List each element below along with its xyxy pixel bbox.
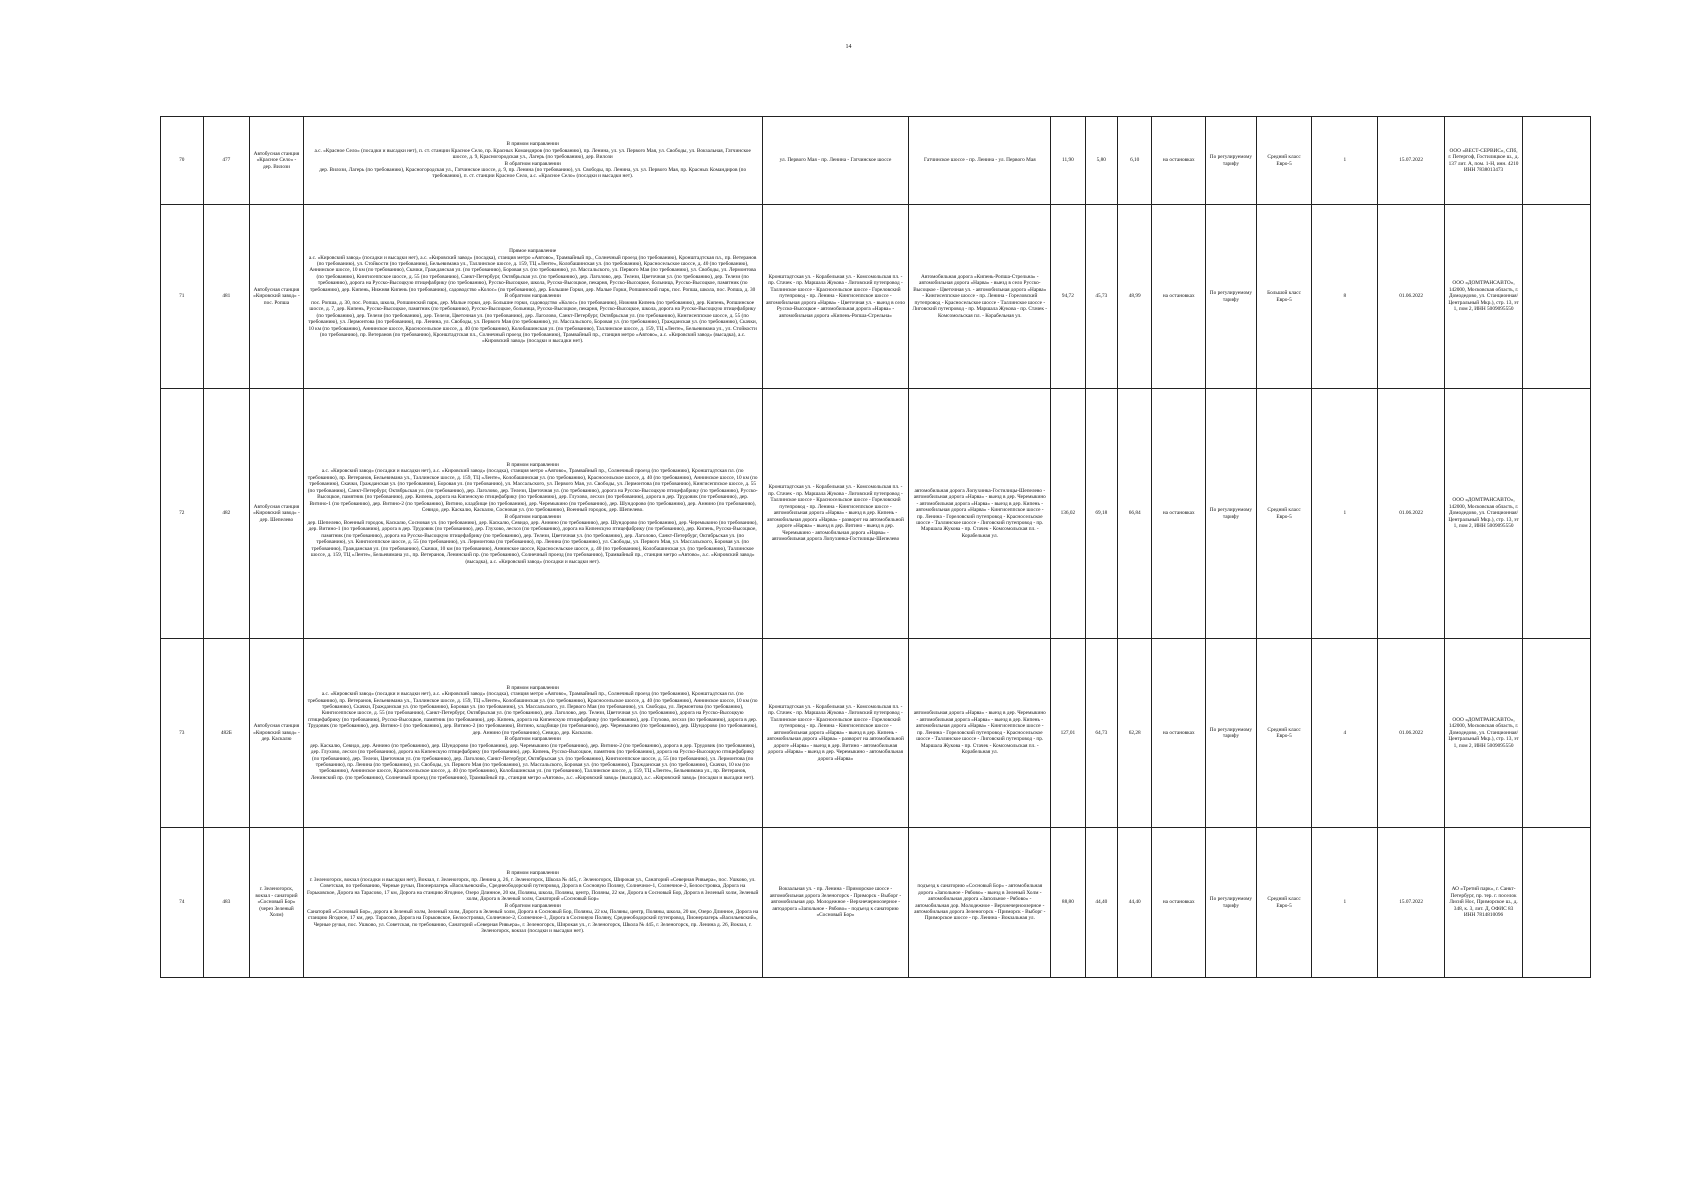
path-direction-heading: В прямом направлении bbox=[506, 461, 559, 468]
cell-empty bbox=[1523, 117, 1591, 205]
cell-route-path bbox=[303, 828, 762, 978]
cell-route-name: Автобусная станция «Кировский завод» - дер. Каскалю bbox=[250, 639, 304, 828]
cell-route-path bbox=[303, 117, 762, 205]
table-row bbox=[161, 117, 1591, 205]
cell-vehicle: Средний класс Евро-5 bbox=[1256, 117, 1312, 205]
cell-route-path bbox=[303, 639, 762, 828]
cell-vehicle: Средний класс Евро-5 bbox=[1256, 389, 1312, 639]
path-stops: пос. Ропша, д. 30, пос. Ропша, школа, Ропшинский парк, дер. Малые горки, дер. Большие горки, садоводство «Колос» (по требованию), Нижняя Кипень (по требованию), дер. Кипень, Ропшинское шоссе, д. 7, дер. Кипень, Русско-Высоцкое, памятник (по требованию), Русско-Высоцкое, больница, Русско-Высоцкое, пекарня, Русско-Высоцкое, школа, дорога на Русско-Высоцкую птицефабрику (по требованию), дер. Телези (по требованию), дер. Телези, Цветочная ул. (по требованию), дер. Лаголово, Санкт-Петербург, Октябрьская ул. (по требованию), Кингисеппское шоссе, д. 55 (по требованию), ул. Лермонтова (по требованию), пр. Ленина, ул. Свободы, ул. Первого Мая (по требованию), ул. Массальского, Боровая ул. (по требованию), Гражданская ул. (по требованию), Скачки, 10 км (по требованию), Аннинское шоссе, Красносельское шоссе, д. 40 (по требованию), Колобашинская ул. (по требованию), Таллинское шоссе, д. 159, ТЦ «Ленте», Бельевимана ул., ул. Стойкости (по требованию), пр. Ветеранов (по требованию), Кронштадтская пл., Солнечный проезд (по требованию), Трамвайный пр., станция метро «Автово», а.с. «Кировский завод» (высадка), а.с. «Кировский завод» (посадки и высадки нет). bbox=[308, 299, 758, 345]
cell-vehicle: Большой класс Евро-5 bbox=[1256, 205, 1312, 389]
path-stops: а.с. «Кировский завод» (посадки и высадки нет), а.с. «Кировский завод» (посадка), станция метро «Автово», Трамвайный пр., Солнечный проезд (по требованию), Кронштадтская пл. (по требованию), пр. Ветеранов, Бельевимана ул., Таллинское шоссе, д. 159, ТЦ «Ленте», Колобашинская ул. (по требованию), Красносельское шоссе, д. 40 (по требованию), Аннинское шоссе, 10 км (по требованию), Скачки, Гражданская ул. (по требованию), Боровая ул. (по требованию), ул. Массальского, ул. Первого Мая (по требованию), ул. Свободы, ул. Лермонтова (по требованию), Кингисеппское шоссе, д. 55 (по требованию), Санкт-Петербург, Октябрьская ул. (по требованию), дер. Лаголово, дер. Телези, Цветочная ул. (по требованию), дорога на Русско-Высоцкую птицефабрику (по требованию), Русско-Высоцкое, памятник (по требованию), дер. Кипень, дорога на Кипенскую птицефабрику (по требованию), дер. Глухово, лесхоз (по требованию), дорога в дер. Трудовик (по требованию), дер. Витино-1 (по требованию), дер. Витино-2 (по требованию), Витино, кладбище (по требованию), дер. Черемыкино (по требованию), дер. Шундорово (по требованию), дер. Аннино (по требованию), Севидо, дер. Каскалю. bbox=[307, 691, 758, 736]
routes-table bbox=[160, 116, 1591, 978]
cell-tariff: По регулируемому тарифу bbox=[1206, 828, 1257, 978]
cell-stop-order: на остановках bbox=[1152, 639, 1206, 828]
cell-date: 01.06.2022 bbox=[1378, 639, 1445, 828]
cell-date: 15.07.2022 bbox=[1378, 828, 1445, 978]
cell-streets-forward: Вокзальная ул. - пр. Ленина - Приморское шоссе - автомобильная дорога Зеленогорск - Приморск - Выборг - автомобильная дор. Молодежное - Верхнечерноозерное - автодорога «Запольное - Рябово» - подъезд к санаторию «Сосновый Бор» bbox=[762, 828, 909, 978]
cell-stop-order: на остановках bbox=[1152, 828, 1206, 978]
table-row bbox=[161, 389, 1591, 639]
cell-date: 15.07.2022 bbox=[1378, 117, 1445, 205]
path-direction-heading: В прямом направлении bbox=[506, 684, 559, 691]
path-stops: дер. Каскалю, Севидо, дер. Аннино (по требованию), дер. Шундорово (по требованию), дер. Черемыкино (по требованию), дер. Витино-2 (по требованию), дорога в дер. Трудовик (по требованию), дер. Глухово, лесхоз (по требованию), дорога на Кипенскую птицефабрику (по требованию), дер. Кипень, Русско-Высоцкое, памятник (по требованию), дорога на Русско-Высоцкую птицефабрику (по требованию), дер. Телези, Цветочная ул. (по требованию), дер. Лаголово, Санкт-Петербург, Октябрьская ул. (по требованию), Кингисеппское шоссе, д. 55 (по требованию), ул. Лермонтова (по требованию), пр. Ленина (по требованию), ул. Свободы, ул. Первого Мая (по требованию), ул. Массальского, Боровая ул. (по требованию), Гражданская ул. (по требованию), Скачки, 10 км (по требованию), Аннинское шоссе, Красносельское шоссе, д. 40 (по требованию), Колобашинская ул. (по требованию), Таллинское шоссе, д. 159, ТЦ «Ленте», Бельевимана ул., пр. Ветеранов, Ленинский пр. (по требованию), Солнечный проезд (по требованию), Трамвайный пр., станция метро «Автово», а.с. «Кировский завод» (высадка), а.с. «Кировский завод» (посадки и высадки нет). bbox=[309, 742, 756, 781]
routes-table-body bbox=[161, 117, 1591, 978]
path-direction-heading: В прямом направлении bbox=[506, 141, 559, 148]
cell-route-name: г. Зеленогорск, вокзал - санаторий «Сосновый Бор» (через Зеленый Холм) bbox=[250, 828, 304, 978]
cell-streets-backward: автомобильная дорога «Нарва» - выезд в дер. Черемыкино - автомобильная дорога «Нарва» - выезд в дер. Кипень - автомобильная дорога «Нарва» - Кингисеппское шоссе - пр. Ленина - Гореловский путепровод - Красносельское шоссе - Таллинское шоссе - Лиговский путепровод - пр. Маршала Жукова - пр. Стачек - Комсомольская пл. - Корабельная ул. bbox=[909, 639, 1051, 828]
cell-vehicle-count: 4 bbox=[1312, 639, 1378, 828]
cell-length-backward: 66,84 bbox=[1118, 389, 1152, 639]
path-direction-heading: В прямом направлении bbox=[506, 870, 559, 877]
table-row bbox=[161, 205, 1591, 389]
table-row bbox=[161, 828, 1591, 978]
cell-vehicle-count: 1 bbox=[1312, 389, 1378, 639]
cell-route-number: 477 bbox=[203, 117, 250, 205]
path-stops: дер. Шепелево, Военный городок, Каскалю, Сосновая ул. (по требованию), дер. Каскалю, Севидо, дер. Аннино (по требованию), дер. Шундорово (по требованию), дер. Черемыкино (по требованию), дер. Витино-1 (по требованию), дорога в дер. Трудовик (по требованию), дер. Глухово, лесхоз (по требованию), дорога на Кипенскую птицефабрику (по требованию), дер. Кипень, Русско-Высоцкое, памятник (по требованию), дорога на Русско-Высоцкую птицефабрику (по требованию), дер. Телези, Цветочная ул. (по требованию), дер. Лаголово, Санкт-Петербург, Октябрьская ул. (по требованию), ул. Кингисеппское шоссе, д. 55 (по требованию), ул. Лермонтова (по требованию), пр. Ленина (по требованию), ул. Свободы, ул. Первого Мая, ул. Массальского, Боровая ул. (по требованию), Гражданская ул. (по требованию), Скачки, 10 км (по требованию), Аннинское шоссе, Красносельское шоссе, д. 40 (по требованию), Колобашинская ул. (по требованию), Таллинское шоссе, д. 159, ТЦ «Ленте», Бельевимана ул., пр. Ветеранов, Ленинский пр. (по требованию), Солнечный проезд (по требованию), Трамвайный пр., станция метро «Автово», а.с. «Кировский завод» (высадка), а.с. «Кировский завод» (посадки и высадки нет). bbox=[307, 519, 758, 565]
cell-no: 71 bbox=[161, 205, 204, 389]
cell-vehicle-count: 1 bbox=[1312, 828, 1378, 978]
cell-streets-forward: Кронштадтская ул. - Корабельная ул. - Комсомольская пл. - пр. Стачек - пр. Маршала Жукова - Лиговский путепровод - Таллинское шоссе - Красносельское шоссе - Гореловский путепровод - пр. Ленина - Кингисеппское шоссе - автомобильная дорога «Нарва» - выезд в дер. Кипень - автомобильная дорога «Нарва» - разворот на автомобильной дороге «Нарва» - выезд в дер. Витино - автомобильная дорога «Нарва» - выезд в дер. Черемыкино - автомобильная дорога «Нарва» bbox=[762, 639, 909, 828]
path-stops: г. Зеленогорск, вокзал (посадки и высадки нет), Вокзал, г. Зеленогорск, пр. Ленина д. 26, г. Зеленогорск, Школа № 445, г. Зеленогорск, Широкая ул., Санаторий «Северная Ривьера», пос. Ушково, ул. Советская, по требованию, Черные ручьи, Пионерлагерь «Васильевский», Среднеободорский путепровод, Дорога в Сосновую Поляну, Солнечное-1, Солнечное-2, Белоостровка, Дорога на Горьковское, Дорога на Тарасово, 17 км, Дорога на станцию Ягодное, Озеро Длинное, 20 км, Поляны, школа, Поляны, центр, Поляны, 22 км, Дорога в Сосновый Бор, Дорога в Зеленый холм, Зеленый холм, Дорога в Зеленый холм, Санаторий «Сосновый Бор» bbox=[306, 876, 759, 903]
cell-length-total: 127,01 bbox=[1051, 639, 1085, 828]
cell-stop-order: на остановках bbox=[1152, 117, 1206, 205]
path-direction-heading: В обратном направлении bbox=[504, 736, 561, 743]
cell-route-number: 483 bbox=[203, 828, 250, 978]
cell-streets-backward: подъезд к санаторию «Сосновый Бор» - автомобильная дорога «Запольное - Рябово» - выезд в Зеленый Холм - автомобильная дорога «Запольное - Рябово» - автомобильная дор. Молодежное - Верхнечерноозерное - автомобильная дорога Зеленогорск - Приморск - Выборг - Приморское шоссе - пр. Ленина - Вокзальная ул. bbox=[909, 828, 1051, 978]
cell-vehicle: Средний класс Евро-5 bbox=[1256, 828, 1312, 978]
cell-no: 72 bbox=[161, 389, 204, 639]
cell-vehicle-count: 1 bbox=[1312, 117, 1378, 205]
cell-length-total: 136,02 bbox=[1051, 389, 1085, 639]
cell-date: 01.06.2022 bbox=[1378, 205, 1445, 389]
cell-length-forward: 44,40 bbox=[1085, 828, 1117, 978]
cell-no: 70 bbox=[161, 117, 204, 205]
cell-length-backward: 62,28 bbox=[1118, 639, 1152, 828]
cell-length-total: 11,90 bbox=[1051, 117, 1085, 205]
cell-length-backward: 48,99 bbox=[1118, 205, 1152, 389]
cell-streets-backward: Гатчинское шоссе - пр. Ленина - ул. Первого Мая bbox=[909, 117, 1051, 205]
cell-route-path bbox=[303, 205, 762, 389]
cell-streets-backward: автомобильная дорога Лопухинка-Гостилицы-Шепелево - автомобильная дорога «Нарва» - выезд в дер. Черемыкино - автомобильная дорога «Нарва» - выезд в дер. Кипень - автомобильная дорога «Нарва» - Кингисеппское шоссе - пр. Ленина - Гореловский путепровод - Красносельское шоссе - Таллинское шоссе - Лиговский путепровод - пр. Маршала Жукова - пр. Стачек - Комсомольская пл. - Корабельная ул. bbox=[909, 389, 1051, 639]
cell-carrier: ООО «ДОМТРАНСАВТО», 142000, Московская область, г. Домодедово, ул. Станционная/Центральный Мкр.), стр. 13, эт 1, пом 2, ИНН 5009095550 bbox=[1445, 389, 1523, 639]
cell-tariff: По регулируемому тарифу bbox=[1206, 389, 1257, 639]
cell-streets-forward: Кронштадтская ул. - Корабельная ул. - Комсомольская пл. - пр. Стачек - пр. Маршала Жукова - Лиговский путепровод - Таллинское шоссе - Красносельское шоссе - Гореловский путепровод - пр. Ленина - Кингисеппское шоссе - автомобильная дорога «Нарва» - выезд в дер. Кипень - автомобильная дорога «Нарва» - разворот на автомобильной дороге «Нарва» - выезд в дер. Витино - выезд в дер. Черемыкино - автомобильная дорога «Нарва» - автомобильная дорога Лопухинка-Гостилицы-Шепелево bbox=[762, 389, 909, 639]
path-direction-heading: В обратном направлении bbox=[504, 513, 561, 520]
cell-route-name: Автобусная станция «Кировский завод» - пос. Ропша bbox=[250, 205, 304, 389]
path-direction-heading: Прямое направление bbox=[509, 248, 557, 255]
cell-tariff: По регулируемому тарифу bbox=[1206, 117, 1257, 205]
path-stops: а.с. «Кировский завод» (посадки и высадки нет), а.с. «Кировский завод» (посадка), станция метро «Автово», Трамвайный пр., Солнечный проезд (по требованию), Кронштадтская пл., пр. Ветеранов (по требованию), ул. Стойкости (по требованию), Бельевимана ул., Таллинское шоссе, д. 159, ТЦ «Ленте», Колобашинская ул. (по требованию), Красносельское шоссе, д. 40 (по требованию), Аннинское шоссе, 10 км (по требованию), Скачки, Гражданская ул. (по требованию), Боровая ул. (по требованию), ул. Массальского, ул. Первого Мая (по требованию), ул. Свободы, ул. Лермонтова (по требованию), Кингисеппское шоссе, д. 55 (по требованию), Санкт-Петербург, Октябрьская ул. (по требованию), дер. Лаголово, дер. Телези, Цветочная ул. (по требованию), дер. Телези (по требованию), дорога на Русско-Высоцкую птицефабрику (по требованию), Русско-Высоцкое, школа, Русско-Высоцкое, пекарня, Русско-Высоцкое, больница, Русско-Высоцкое, памятник (по требованию), дер. Кипень, Нижняя Кипень (по требованию), садоводство «Колос» (по требованию), дер. Большие Горки, дер. Малые Горки, Ропшинский парк, пос. Ропша, школа, пос. Ропша, д. 30 bbox=[308, 254, 757, 293]
cell-carrier: ООО «ВЕСТ-СЕРВИС», СПб, г. Петергоф, Гостилицкое ш., д. 137 лит. А, пом. 1-Н, инн. 4210 ИНН 7838013473 bbox=[1445, 117, 1523, 205]
cell-no: 73 bbox=[161, 639, 204, 828]
path-stops: Санаторий «Сосновый Бор», дорога в Зеленый холм, Зеленый холм, Дорога в Зеленый холм, Дорога в Сосновый Бор, Поляны, 22 км, Поляны, центр, Поляны, школа, 20 км, Озеро Длинное, Дорога на станцию Ягодное, 17 км, дер. Тарасово, Дорога на Горьковское, Белоостровка, Солнечное-2, Солнечное-1, Дорога в Сосновую Поляну, Среднеободорский путепровод, Пионерлагерь «Васильевский», Черные ручьи, пос. Ушково, ул. Советская, по требованию, Санаторий «Северная Ривьера», г. Зеленогорск, Широкая ул., г. Зеленогорск, Школа № 445, г. Зеленогорск, пр. Ленина д. 26, Вокзал, г. Зеленогорск, вокзал (посадки и высадки нет). bbox=[307, 908, 759, 935]
cell-empty bbox=[1523, 205, 1591, 389]
cell-carrier: АО «Третий парк», г. Санкт-Петербург, пр. тер. г. поселок Лисий Нос, Приморское ш., д. 348, к. 3, лит. Д, ОФИС 83 ИНН 7814810096 bbox=[1445, 828, 1523, 978]
cell-length-forward: 5,80 bbox=[1085, 117, 1117, 205]
cell-streets-forward: ул. Первого Мая - пр. Ленина - Гатчинское шоссе bbox=[762, 117, 909, 205]
cell-route-number: 481 bbox=[203, 205, 250, 389]
cell-length-total: 88,80 bbox=[1051, 828, 1085, 978]
cell-length-forward: 64,73 bbox=[1085, 639, 1117, 828]
cell-date: 01.06.2022 bbox=[1378, 389, 1445, 639]
page-number: 14 bbox=[845, 44, 852, 50]
cell-streets-backward: Автомобильная дорога «Кипень-Ропша-Стрельна» - автомобильная дорога «Нарва» - выезд в село Русско-Высоцкое - Цветочная ул. - автомобильная дорога «Нарва» - Кингисеппское шоссе - пр. Ленина - Гореловский путепровод - Красносельское шоссе - Таллинское шоссе - Лиговский путепровод - пр. Маршала Жукова - пр. Стачек - Комсомольская пл. - Корабельная ул. bbox=[909, 205, 1051, 389]
path-direction-heading: В обратном направлении bbox=[504, 160, 561, 167]
cell-tariff: По регулируемому тарифу bbox=[1206, 205, 1257, 389]
cell-length-forward: 45,73 bbox=[1085, 205, 1117, 389]
cell-length-backward: 6,10 bbox=[1118, 117, 1152, 205]
cell-stop-order: на остановках bbox=[1152, 389, 1206, 639]
cell-no: 74 bbox=[161, 828, 204, 978]
cell-streets-forward: Кронштадтская ул. - Корабельная ул. - Комсомольская пл. - пр. Стачек - пр. Маршала Жукова - Лиговский путепровод - Таллинское шоссе - Красносельское шоссе - Гореловский путепровод - пр. Ленина - Кингисеппское шоссе - автомобильная дорога «Нарва» - Цветочная ул. - выезд в село Русско-Высоцкое - автомобильная дорога «Нарва» - автомобильная дорога «Кипень-Ропша-Стрельна» bbox=[762, 205, 909, 389]
cell-carrier: ООО «ДОМТРАНСАВТО», 142000, Московская область, г. Домодедово, ул. Станционная/Центральный Мкр.), стр. 13, эт 1, пом 2, ИНН 5009095550 bbox=[1445, 205, 1523, 389]
path-direction-heading: В обратном направлении bbox=[504, 293, 561, 300]
cell-empty bbox=[1523, 639, 1591, 828]
cell-length-backward: 44,40 bbox=[1118, 828, 1152, 978]
path-stops: а.с. «Красное Село» (посадки и высадки нет), п. ст. станции Красное Село, пр. Красных Командиров (по требованию), пр. Ленина, ул. ул. Первого Мая, ул. Свободы, ул. Вокзальная, Гатчинское шоссе, д. 9, Красногородская ул., Лагерь (по требованию), дер. Вилози bbox=[314, 147, 751, 161]
cell-vehicle-count: 8 bbox=[1312, 205, 1378, 389]
cell-empty bbox=[1523, 828, 1591, 978]
cell-tariff: По регулируемому тарифу bbox=[1206, 639, 1257, 828]
cell-carrier: ООО «ДОМТРАНСАВТО», 142000, Московская область, г. Домодедово, ул. Станционная/Центральный Мкр.), стр. 13, эт 1, пом 2, ИНН 5009095550 bbox=[1445, 639, 1523, 828]
cell-route-name: Автобусная станция «Красное Село» - дер. Вилози bbox=[250, 117, 304, 205]
cell-vehicle: Средний класс Евро-5 bbox=[1256, 639, 1312, 828]
path-stops: дер. Вилози, Лагерь (по требованию), Красногородская ул., Гатчинское шоссе, д. 9, пр. Ленина (по требованию), ул. Свободы, пр. Ленина, ул. ул. Первого Мая, пр. Красных Командиров (по требованию), п. ст. станции Красное Село, а.с. «Красное Село» (посадки и высадки нет). bbox=[319, 166, 747, 180]
cell-route-path bbox=[303, 389, 762, 639]
path-stops: а.с. «Кировский завод» (посадки и высадки нет), а.с. «Кировский завод» (посадка), станция метро «Автово», Трамвайный пр., Солнечный проезд (по требованию), Кронштадтская пл. (по требованию), пр. Ветеранов, Бельевимана ул., Таллинское шоссе, д. 159, ТЦ «Ленте», Колобашинская ул. (по требованию), Красносельское шоссе, д. 40 (по требованию), Аннинское шоссе, 10 км (по требованию), Скачки, Гражданская ул. (по требованию), Боровая ул. (по требованию), ул. Массальского, ул. Первого Мая, ул. Свободы, ул. Лермонтова (по требованию), Кингисеппское шоссе, д. 55 (по требованию), Санкт-Петербург, Октябрьская ул. (по требованию), дер. Лаголово, дер. Телези, Цветочная ул. (по требованию), дорога на Русско-Высоцкую птицефабрику (по требованию), Русско-Высоцкое, памятник (по требованию), дер. Кипень, дорога на Кипенскую птицефабрику (по требованию), дер. Глухово, лесхоз (по требованию), дорога в дер. Трудовик (по требованию), дер. Витино-1 (по требованию), дер. Витино-2 (по требованию), Витино, кладбище (по требованию), дер. Черемыкино (по требованию), дер. Шундорово (по требованию), дер. Аннино (по требованию), Севидо, дер. Каскалю, Каскалю, Сосновая ул. (по требованию), Военный городок, дер. Шепелево. bbox=[307, 468, 758, 514]
cell-route-number: 482 bbox=[203, 389, 250, 639]
table-row bbox=[161, 639, 1591, 828]
cell-stop-order: на остановках bbox=[1152, 205, 1206, 389]
cell-empty bbox=[1523, 389, 1591, 639]
cell-length-forward: 69,18 bbox=[1085, 389, 1117, 639]
cell-route-name: Автобусная станция «Кировский завод» - дер. Шепелево bbox=[250, 389, 304, 639]
cell-length-total: 94,72 bbox=[1051, 205, 1085, 389]
cell-route-number: 482Б bbox=[203, 639, 250, 828]
path-direction-heading: В обратном направлении bbox=[504, 902, 561, 909]
